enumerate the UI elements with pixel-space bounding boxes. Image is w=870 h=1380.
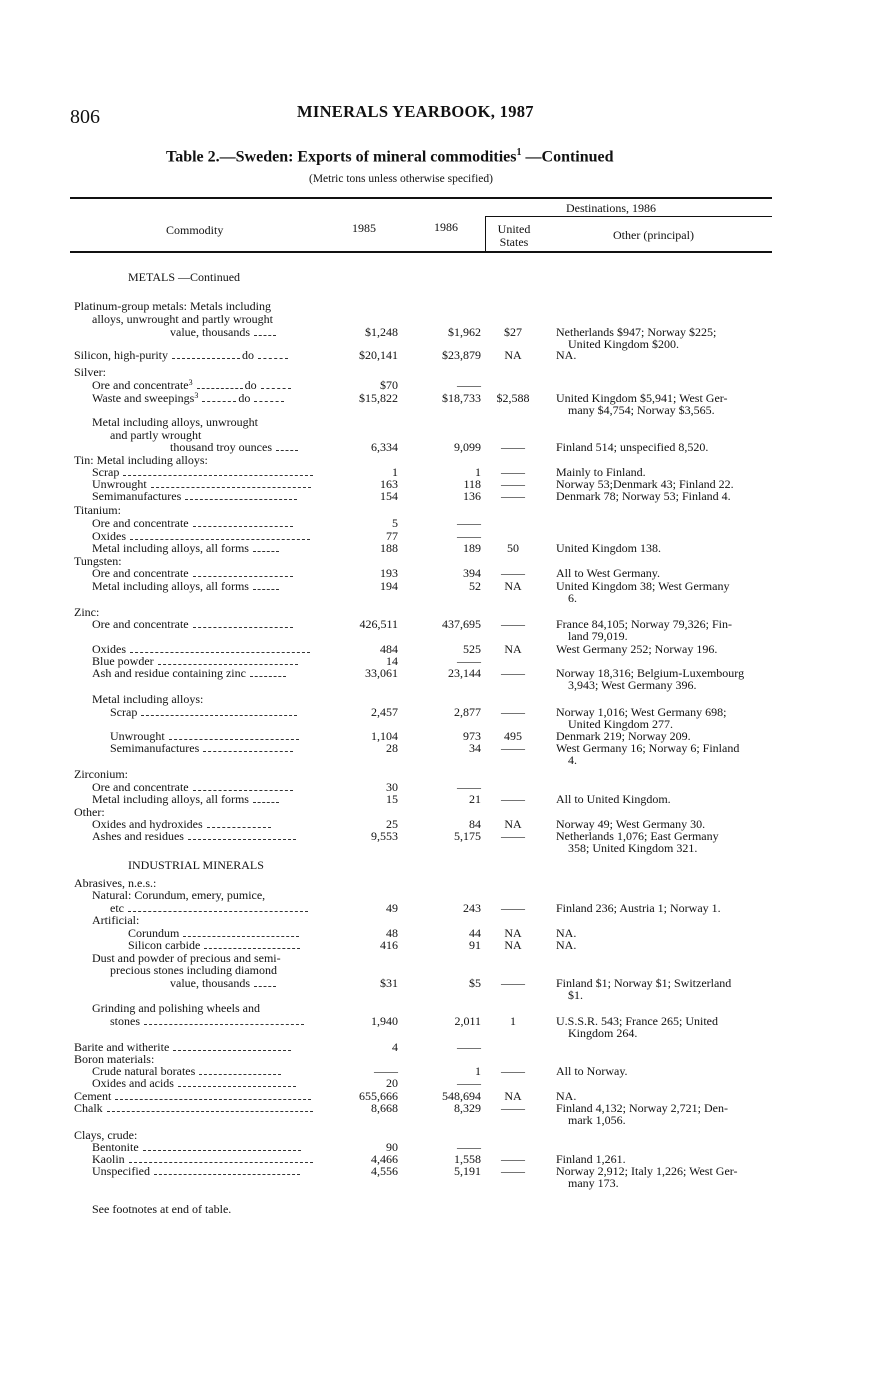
- leader-dashes: [197, 387, 243, 389]
- value-1986: 23,144: [448, 666, 481, 680]
- value-united-states: NA: [504, 642, 522, 656]
- destination-other: Denmark 219; Norway 209.: [556, 729, 691, 743]
- commodity-label: [128, 271, 240, 284]
- table-row: [0, 793, 870, 806]
- commodity-text: Grinding and polishing wheels and: [92, 1001, 260, 1015]
- value-1985: 28: [386, 741, 398, 755]
- destination-other: Norway 1,016; West Germany 698;: [556, 705, 727, 719]
- value-united-states: ——: [501, 1152, 525, 1166]
- destinations-rule: [486, 216, 772, 217]
- value-united-states: ——: [501, 976, 525, 990]
- commodity-text: and partly wrought: [110, 428, 202, 442]
- table-title: [166, 147, 614, 166]
- commodity-text: Ashes and residues: [92, 829, 184, 843]
- table-row: [0, 859, 870, 872]
- commodity-text: Tin: Metal including alloys:: [74, 453, 208, 467]
- leader-dashes: [123, 474, 313, 476]
- commodity-text: Oxides: [92, 529, 126, 543]
- value-1985: 426,511: [359, 617, 398, 631]
- value-united-states: ——: [501, 440, 525, 454]
- commodity-text: Dust and powder of precious and semi-: [92, 951, 281, 965]
- destination-other-cont: 3,943; West Germany 396.: [568, 678, 697, 692]
- leader-dashes: [144, 1023, 304, 1025]
- leader-dashes: [158, 663, 298, 665]
- leader-dashes: [141, 714, 297, 716]
- commodity-text: Unspecified: [92, 1164, 150, 1178]
- value-1985: 90: [386, 1140, 398, 1154]
- leader-dashes: [130, 538, 310, 540]
- commodity-label: [92, 490, 297, 503]
- leader-dashes: [199, 1073, 281, 1075]
- us-column-divider: [485, 216, 486, 251]
- table-top-rule: [70, 197, 772, 199]
- leader-dashes: [143, 1149, 301, 1151]
- commodity-text: Silicon, high-purity: [74, 348, 168, 362]
- value-1986: 136: [463, 489, 481, 503]
- leader-dashes: [193, 789, 293, 791]
- leader-dashes: [173, 1049, 291, 1051]
- value-1985: 30: [386, 780, 398, 794]
- header-united-states: [487, 223, 541, 249]
- table-row: [0, 1027, 870, 1040]
- destination-other-cont: Kingdom 264.: [568, 1026, 638, 1040]
- commodity-text: Artificial:: [92, 913, 140, 927]
- commodity-text: Zinc:: [74, 605, 100, 619]
- leader-dashes: [188, 838, 296, 840]
- value-1986: $23,879: [442, 348, 481, 362]
- value-1986: ——: [457, 1040, 481, 1054]
- leader-dashes: [203, 750, 293, 752]
- value-united-states: $27: [504, 325, 522, 339]
- table-row: [0, 349, 870, 362]
- leader-dashes: [107, 1110, 313, 1112]
- value-1985: 4,466: [371, 1152, 398, 1166]
- value-1986: ——: [457, 780, 481, 794]
- ditto-unit: do: [242, 348, 254, 362]
- value-1986: 1: [475, 1064, 481, 1078]
- value-1985: 14: [386, 654, 398, 668]
- value-1986: 2,877: [454, 705, 481, 719]
- footnote-ref: 3: [194, 391, 199, 400]
- destination-other: Finland 236; Austria 1; Norway 1.: [556, 901, 721, 915]
- table-row: [0, 592, 870, 605]
- leader-dashes: [130, 651, 310, 653]
- commodity-text: Metal including alloys, unwrought: [92, 415, 258, 429]
- value-1985: 154: [380, 489, 398, 503]
- destination-other: U.S.S.R. 543; France 265; United: [556, 1014, 718, 1028]
- commodity-text: Abrasives, n.e.s.:: [74, 876, 157, 890]
- value-1985: 77: [386, 529, 398, 543]
- page-number: 806: [70, 106, 100, 128]
- commodity-text: Titanium:: [74, 503, 121, 517]
- destination-other: Norway 18,316; Belgium-Luxembourg: [556, 666, 745, 680]
- value-1985: 5: [392, 516, 398, 530]
- value-united-states: ——: [501, 1101, 525, 1115]
- destination-other-cont: 4.: [568, 753, 577, 767]
- commodity-text: Scrap: [110, 705, 138, 719]
- table-row: [0, 313, 870, 326]
- destination-other-cont: $1.: [568, 988, 583, 1002]
- leader-dashes: [258, 357, 288, 359]
- destination-other: United Kingdom $5,941; West Ger-: [556, 391, 728, 405]
- destination-other: NA.: [556, 1089, 577, 1103]
- value-1986: 1: [475, 465, 481, 479]
- destination-other: Mainly to Finland.: [556, 465, 646, 479]
- value-united-states: NA: [504, 348, 522, 362]
- value-1986: 973: [463, 729, 481, 743]
- destination-other-cont: many 173.: [568, 1176, 619, 1190]
- commodity-text: Cement: [74, 1089, 112, 1103]
- header-us-line2: States: [499, 235, 529, 249]
- commodity-text: Corundum: [128, 926, 180, 940]
- value-1986: 1,558: [454, 1152, 481, 1166]
- value-1986: 21: [469, 792, 481, 806]
- table-row: [0, 630, 870, 643]
- footnote-ref: 3: [188, 378, 193, 387]
- commodity-text: Barite and witherite: [74, 1040, 170, 1054]
- leader-dashes: [204, 947, 300, 949]
- destination-other: Norway 53;Denmark 43; Finland 22.: [556, 477, 734, 491]
- value-united-states: ——: [501, 901, 525, 915]
- leader-dashes: [185, 498, 297, 500]
- commodity-text: Semimanufactures: [110, 741, 200, 755]
- leader-dashes: [193, 525, 293, 527]
- value-1986: ——: [457, 529, 481, 543]
- leader-dashes: [202, 400, 236, 402]
- leader-dashes: [193, 575, 293, 577]
- destination-other-cont: many $4,754; Norway $3,565.: [568, 403, 715, 417]
- table-row: [0, 490, 870, 503]
- leader-dashes: [207, 826, 271, 828]
- destination-other-cont: 6.: [568, 591, 577, 605]
- value-united-states: ——: [501, 741, 525, 755]
- leader-dashes: [128, 910, 308, 912]
- value-united-states: ——: [501, 829, 525, 843]
- destination-other: Finland 1,261.: [556, 1152, 626, 1166]
- commodity-text: Tungsten:: [74, 554, 122, 568]
- commodity-text: Metal including alloys, all forms: [92, 579, 249, 593]
- table-row: [0, 1077, 870, 1090]
- value-1986: 548,694: [442, 1089, 481, 1103]
- commodity-text: METALS —Continued: [128, 270, 241, 284]
- value-1985: 416: [380, 938, 398, 952]
- value-united-states: NA: [504, 938, 522, 952]
- value-1985: 33,061: [365, 666, 398, 680]
- destination-other: United Kingdom 138.: [556, 541, 661, 555]
- value-1985: 188: [380, 541, 398, 555]
- value-1985: 9,553: [371, 829, 398, 843]
- value-1986: $1,962: [448, 325, 481, 339]
- header-other-principal: Other (principal): [613, 228, 694, 242]
- destination-other: West Germany 16; Norway 6; Finland: [556, 741, 740, 755]
- value-united-states: NA: [504, 926, 522, 940]
- commodity-text: Metal including alloys:: [92, 692, 204, 706]
- commodity-label: [128, 859, 264, 872]
- value-1985: 8,668: [371, 1101, 398, 1115]
- value-1986: 5,191: [454, 1164, 481, 1178]
- table-title-suffix: —Continued: [521, 148, 614, 166]
- table-row: [0, 679, 870, 692]
- table-row: [0, 1177, 870, 1190]
- commodity-label: [92, 1077, 296, 1090]
- commodity-text: Ore and concentrate: [92, 617, 189, 631]
- commodity-text: Clays, crude:: [74, 1128, 138, 1142]
- commodity-text: Ore and concentrate: [92, 516, 189, 530]
- commodity-text: alloys, unwrought and partly wrought: [92, 312, 273, 326]
- commodity-text: Oxides: [92, 642, 126, 656]
- destination-other-cont: United Kingdom 277.: [568, 717, 673, 731]
- value-1985: 2,457: [371, 705, 398, 719]
- commodity-text: Natural: Corundum, emery, pumice,: [92, 888, 266, 902]
- footnote-note: See footnotes at end of table.: [92, 1202, 232, 1216]
- commodity-text: Ore and concentrate: [92, 566, 189, 580]
- commodity-text: Oxides and hydroxides: [92, 817, 203, 831]
- value-1986: $18,733: [442, 391, 481, 405]
- value-united-states: ——: [501, 617, 525, 631]
- value-united-states: ——: [501, 1164, 525, 1178]
- value-1986: 84: [469, 817, 481, 831]
- destination-other: Norway 2,912; Italy 1,226; West Ger-: [556, 1164, 738, 1178]
- destination-other: Finland 514; unspecified 8,520.: [556, 440, 709, 454]
- header-1986: 1986: [434, 220, 458, 234]
- commodity-text: Bentonite: [92, 1140, 139, 1154]
- commodity-text: thousand troy ounces: [170, 440, 272, 454]
- commodity-label: [92, 693, 203, 706]
- value-1985: 193: [380, 566, 398, 580]
- value-1985: 163: [380, 477, 398, 491]
- commodity-text: Zirconium:: [74, 767, 128, 781]
- value-1986: 243: [463, 901, 481, 915]
- table-row: [0, 964, 870, 977]
- destination-other-cont: 358; United Kingdom 321.: [568, 841, 698, 855]
- destination-other: All to West Germany.: [556, 566, 661, 580]
- value-1985: 484: [380, 642, 398, 656]
- value-1986: $5: [469, 976, 481, 990]
- value-1985: ——: [374, 1064, 398, 1078]
- header-bottom-rule: [70, 251, 772, 253]
- leader-dashes: [253, 801, 279, 803]
- value-1985: 1: [392, 465, 398, 479]
- commodity-text: Blue powder: [92, 654, 154, 668]
- destination-other: France 84,105; Norway 79,326; Fin-: [556, 617, 732, 631]
- leader-dashes: [254, 985, 276, 987]
- ditto-unit: do: [238, 391, 251, 405]
- header-us-line1: United: [497, 222, 531, 236]
- destination-other: Denmark 78; Norway 53; Finland 4.: [556, 489, 731, 503]
- value-1985: $31: [380, 976, 398, 990]
- value-united-states: ——: [501, 477, 525, 491]
- value-1985: 48: [386, 926, 398, 940]
- value-1986: 8,329: [454, 1101, 481, 1115]
- commodity-text: Unwrought: [110, 729, 165, 743]
- value-1986: 437,695: [442, 617, 481, 631]
- commodity-text: Unwrought: [92, 477, 147, 491]
- value-1985: 25: [386, 817, 398, 831]
- commodity-text: Metal including alloys, all forms: [92, 792, 249, 806]
- value-1985: 4,556: [371, 1164, 398, 1178]
- destination-other: Netherlands 1,076; East Germany: [556, 829, 719, 843]
- commodity-text: Metal including alloys, all forms: [92, 541, 249, 555]
- commodity-text: Silver:: [74, 365, 106, 379]
- destination-other: NA.: [556, 938, 577, 952]
- value-united-states: NA: [504, 817, 522, 831]
- commodity-text: Platinum-group metals: Metals including: [74, 299, 271, 313]
- commodity-text: Semimanufactures: [92, 489, 182, 503]
- value-united-states: ——: [501, 465, 525, 479]
- running-title: MINERALS YEARBOOK, 1987: [297, 102, 534, 121]
- destination-other: All to United Kingdom.: [556, 792, 671, 806]
- commodity-text: Ore and concentrate: [92, 780, 189, 794]
- value-1986: ——: [457, 1076, 481, 1090]
- value-1986: 34: [469, 741, 481, 755]
- value-1985: 1,940: [371, 1014, 398, 1028]
- destination-other: Netherlands $947; Norway $225;: [556, 325, 717, 339]
- table-row: [0, 842, 870, 855]
- value-1985: 4: [392, 1040, 398, 1054]
- value-1985: 15: [386, 792, 398, 806]
- commodity-text: etc: [110, 901, 124, 915]
- table-row: [0, 271, 870, 284]
- value-1986: 118: [463, 477, 481, 491]
- leader-dashes: [178, 1085, 296, 1087]
- value-united-states: NA: [504, 579, 522, 593]
- value-1985: 49: [386, 901, 398, 915]
- commodity-label: [92, 793, 279, 806]
- value-united-states: ——: [501, 792, 525, 806]
- commodity-text: Ore and concentrate: [92, 378, 189, 392]
- value-1985: $20,141: [359, 348, 398, 362]
- value-1986: 189: [463, 541, 481, 555]
- leader-dashes: [151, 486, 311, 488]
- commodity-text: Other:: [74, 805, 105, 819]
- leader-dashes: [250, 675, 286, 677]
- value-1986: 525: [463, 642, 481, 656]
- destination-other-cont: United Kingdom $200.: [568, 337, 679, 351]
- destination-other: NA.: [556, 348, 577, 362]
- leader-dashes: [169, 738, 299, 740]
- leader-dashes: [261, 387, 291, 389]
- value-1985: 20: [386, 1076, 398, 1090]
- value-united-states: NA: [504, 1089, 522, 1103]
- leader-dashes: [183, 935, 299, 937]
- leader-dashes: [193, 626, 293, 628]
- header-1985: 1985: [352, 221, 376, 235]
- commodity-text: Oxides and acids: [92, 1076, 174, 1090]
- commodity-text: Scrap: [92, 465, 120, 479]
- value-united-states: $2,588: [496, 391, 530, 405]
- leader-dashes: [172, 357, 240, 359]
- value-united-states: 495: [504, 729, 522, 743]
- commodity-label: [74, 349, 288, 362]
- value-1986: 5,175: [454, 829, 481, 843]
- table-row: [0, 1114, 870, 1127]
- value-united-states: ——: [501, 666, 525, 680]
- leader-dashes: [276, 449, 298, 451]
- leader-dashes: [129, 1161, 313, 1163]
- commodity-text: Chalk: [74, 1101, 103, 1115]
- table-subtitle: (Metric tons unless otherwise specified): [309, 173, 493, 185]
- commodity-text: Crude natural borates: [92, 1064, 196, 1078]
- ditto-unit: do: [244, 378, 257, 392]
- destination-other-cont: mark 1,056.: [568, 1113, 626, 1127]
- value-1986: ——: [457, 378, 481, 392]
- destination-other: United Kingdom 38; West Germany: [556, 579, 730, 593]
- commodity-text: Waste and sweepings: [92, 391, 195, 405]
- leader-dashes: [253, 550, 279, 552]
- value-1985: $70: [380, 378, 398, 392]
- leader-dashes: [154, 1173, 300, 1175]
- commodity-text: Ash and residue containing zinc: [92, 666, 246, 680]
- destination-other-cont: land 79,019.: [568, 629, 628, 643]
- value-1985: 655,666: [359, 1089, 398, 1103]
- value-1986: 9,099: [454, 440, 481, 454]
- destination-other: Finland 4,132; Norway 2,721; Den-: [556, 1101, 728, 1115]
- header-destinations: Destinations, 1986: [566, 201, 656, 215]
- leader-dashes: [253, 588, 279, 590]
- value-1985: 194: [380, 579, 398, 593]
- value-united-states: ——: [501, 489, 525, 503]
- destination-other: Finland $1; Norway $1; Switzerland: [556, 976, 732, 990]
- value-1986: 52: [469, 579, 481, 593]
- value-1986: ——: [457, 654, 481, 668]
- leader-dashes: [254, 400, 284, 402]
- value-1986: ——: [457, 1140, 481, 1154]
- destination-other: Norway 49; West Germany 30.: [556, 817, 706, 831]
- value-united-states: ——: [501, 566, 525, 580]
- value-1986: 44: [469, 926, 481, 940]
- value-1986: 91: [469, 938, 481, 952]
- commodity-text: Kaolin: [92, 1152, 125, 1166]
- table-row: [0, 542, 870, 555]
- destination-other: West Germany 252; Norway 196.: [556, 642, 718, 656]
- value-1986: 2,011: [454, 1014, 481, 1028]
- destination-other: All to Norway.: [556, 1064, 628, 1078]
- value-1985: 1,104: [371, 729, 398, 743]
- value-1986: 394: [463, 566, 481, 580]
- commodity-text: INDUSTRIAL MINERALS: [128, 858, 264, 872]
- value-united-states: ——: [501, 705, 525, 719]
- commodity-text: precious stones including diamond: [110, 963, 277, 977]
- value-1985: 6,334: [371, 440, 398, 454]
- title-footnote-ref: 1: [516, 147, 522, 158]
- table-title-text: Table 2.—Sweden: Exports of mineral commodities: [166, 148, 517, 166]
- value-united-states: ——: [501, 1064, 525, 1078]
- value-1985: $15,822: [359, 391, 398, 405]
- commodity-text: Boron materials:: [74, 1052, 155, 1066]
- table-row: [0, 754, 870, 767]
- header-commodity: Commodity: [166, 223, 224, 237]
- commodity-text: stones: [110, 1014, 140, 1028]
- value-1985: $1,248: [365, 325, 398, 339]
- value-1986: ——: [457, 516, 481, 530]
- table-row: [0, 889, 870, 902]
- commodity-text: Silicon carbide: [128, 938, 201, 952]
- value-united-states: 1: [510, 1014, 516, 1028]
- table-row: [0, 517, 870, 530]
- commodity-text: value, thousands: [170, 325, 250, 339]
- leader-dashes: [254, 334, 276, 336]
- leader-dashes: [115, 1098, 311, 1100]
- destination-other: NA.: [556, 926, 577, 940]
- value-united-states: 50: [507, 541, 519, 555]
- commodity-text: value, thousands: [170, 976, 250, 990]
